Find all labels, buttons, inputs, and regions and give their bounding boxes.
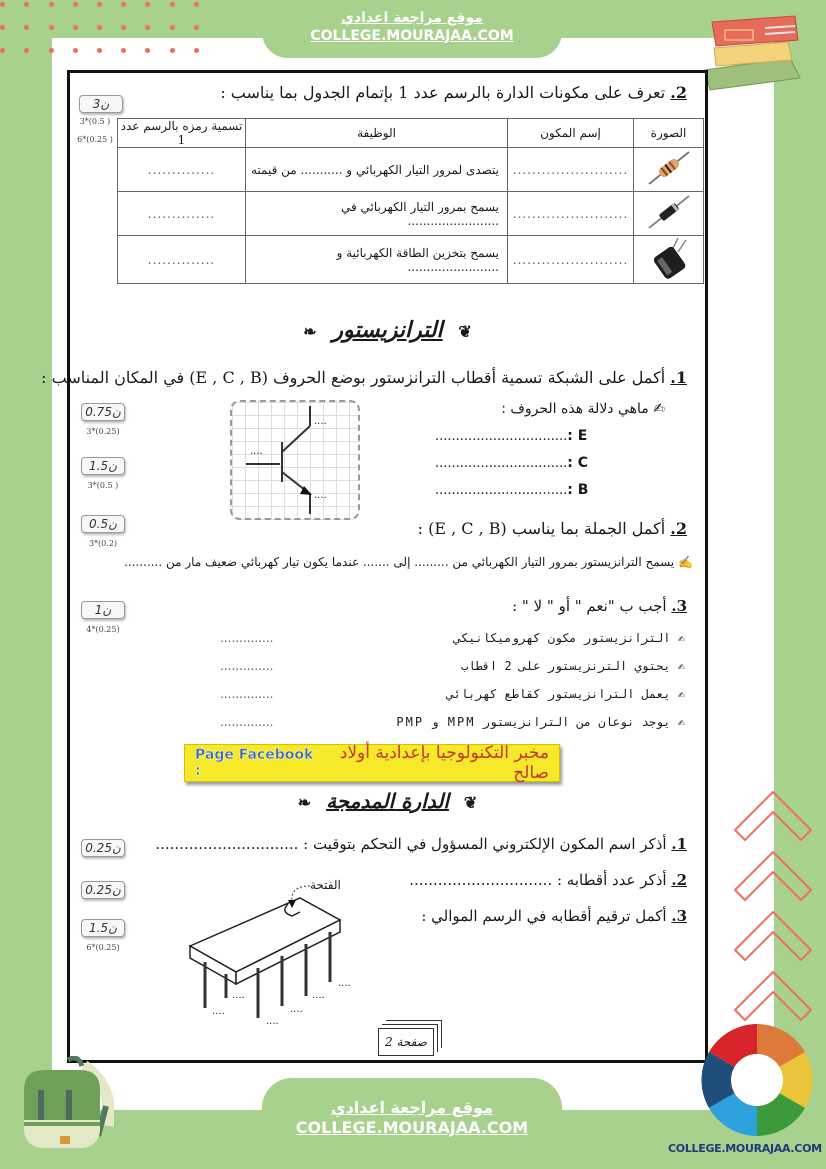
answer-c[interactable] [435, 455, 588, 471]
question-text: أذكر عدد أقطابه : .............................. [409, 871, 667, 889]
diode-image [634, 192, 704, 236]
answer-blank[interactable]: .............. [220, 659, 274, 673]
pin-blank[interactable]: .... [232, 990, 245, 1001]
answer-letter: : C [567, 455, 588, 471]
table-row [118, 236, 704, 284]
points-note: 3*(0.5 ) [87, 481, 119, 490]
question-ic-2 [409, 871, 687, 889]
section-title-transistor [70, 317, 705, 343]
page-number-tag: صفحة 2 [378, 1028, 434, 1056]
question-ic-1 [155, 835, 687, 853]
diagram-blank-base[interactable]: .... [250, 446, 263, 457]
letters-meaning-prompt [501, 401, 665, 417]
facebook-page-banner[interactable] [184, 744, 560, 782]
question-components [220, 83, 687, 102]
site-logo-wheel [695, 1022, 819, 1140]
chevrons-decoration [733, 790, 813, 1040]
question-transistor-3 [512, 597, 687, 615]
books-icon [700, 8, 810, 92]
ornament-icon: ❦ [458, 322, 472, 341]
points-note: 3*(0.2) [88, 539, 118, 548]
points-badge: 0.75ن [81, 403, 125, 421]
points-badge: 0.25ن [81, 839, 125, 857]
answer-letter: : E [567, 428, 588, 444]
decorative-dots [0, 0, 200, 55]
points-note: 3*(0.5 ) [79, 117, 111, 126]
facebook-page-name: مخبر التكنولوجيا بإعدادية أولاد صالح [339, 743, 549, 783]
site-banner-arabic: موقع مراجعة اعدادي [330, 1098, 494, 1117]
ic-chip-diagram [180, 878, 400, 1038]
header-name: إسم المكون [508, 119, 634, 148]
question-transistor-2 [418, 519, 687, 538]
components-table [117, 118, 704, 284]
transistor-diagram [230, 400, 360, 520]
component-name-blank[interactable]: ........................ [508, 148, 634, 192]
header-symbol: تسمية رمزه بالرسم عدد 1 [118, 119, 246, 148]
statement [461, 659, 685, 673]
question-number: 3. [671, 597, 687, 615]
question-ic-3 [421, 907, 687, 925]
backpack-icon [14, 1056, 114, 1152]
answer-blank[interactable]: .............. [220, 715, 274, 729]
yes-no-item [70, 715, 705, 735]
answer-dots: ................................ [435, 483, 568, 498]
pin-blank[interactable]: .... [212, 1006, 225, 1017]
header-image: الصورة [634, 119, 704, 148]
site-banner-arabic: موقع مراجعة اعدادي [341, 10, 483, 26]
pen-icon: ✍ [670, 687, 685, 701]
question-number: 1. [671, 835, 687, 853]
statement-text: يوجد نوعان من الترانزيستور MPM و PMP [396, 715, 671, 729]
site-banner-bottom[interactable] [262, 1078, 562, 1169]
question-number: 2. [670, 519, 687, 538]
fill-sentence[interactable] [124, 555, 693, 569]
points-badge: 1.5ن [81, 919, 125, 937]
yes-no-item [70, 687, 705, 707]
points-note: 6*(0.25) [86, 943, 120, 952]
component-name-blank[interactable]: ........................ [508, 236, 634, 284]
question-transistor-1 [41, 368, 687, 387]
header-function: الوظيفة [246, 119, 508, 148]
pin-blank[interactable]: .... [312, 990, 325, 1001]
points-badge: 0.25ن [81, 881, 125, 899]
statement-text: يحتوي الترنزيستور على 2 اقطاب [461, 659, 671, 673]
footer-logo-text[interactable]: COLLEGE.MOURAJAA.COM [668, 1142, 822, 1155]
component-symbol-blank[interactable]: .............. [118, 192, 246, 236]
yes-no-item [70, 631, 705, 651]
question-text: أكمل على الشبكة تسمية أقطاب الترانزستور بوضع الحروف (E , C , B) في المكان المناسب : [41, 368, 666, 387]
pin-blank[interactable]: .... [290, 1004, 303, 1015]
section-title-text: الترانزيستور [332, 317, 443, 343]
section-title-ic [70, 789, 705, 813]
question-text: أكمل ترقيم أقطابه في الرسم الموالي : [421, 907, 667, 925]
ornament-icon: ❦ [463, 793, 478, 812]
pen-icon: ✍ [670, 659, 685, 673]
pen-icon: ✍ [670, 715, 685, 729]
notch-label: الفتحة [310, 878, 341, 892]
question-text: تعرف على مكونات الدارة بالرسم عدد 1 بإتمام الجدول بما يناسب : [220, 83, 666, 102]
answer-dots: ................................ [435, 456, 568, 471]
answer-b[interactable] [435, 482, 588, 498]
section-title-text: الدارة المدمجة [326, 789, 449, 813]
question-text: أكمل الجملة بما يناسب (E , C , B) : [417, 519, 666, 538]
pen-icon: ✍ [670, 631, 685, 645]
question-number: 3. [671, 907, 687, 925]
question-text: أذكر اسم المكون الإلكتروني المسؤول في التحكم بتوقيت : .............................. [155, 835, 667, 853]
answer-blank[interactable]: .............. [220, 631, 274, 645]
pin-blank[interactable]: .... [266, 1016, 279, 1027]
points-badge: 0.5ن [81, 515, 125, 533]
pen-icon: ✍ [653, 401, 665, 417]
sentence-text: يسمح الترانزيستور بمرور التيار الكهربائي من ......... إلى ....... عندما يكون تيار كهربائي ضعيف مار من .......... [124, 555, 675, 569]
answer-dots: ................................ [435, 429, 568, 444]
statement [447, 687, 685, 701]
exam-page [41, 70, 708, 1063]
answer-e[interactable] [435, 428, 587, 444]
component-function: يسمح بمرور التيار الكهربائي في ........................ [246, 192, 508, 236]
points-note: 4*(0.25) [86, 625, 120, 634]
points-note: 3*(0.25) [86, 427, 120, 436]
points-badge: 1ن [81, 601, 125, 619]
site-banner-top[interactable] [262, 0, 562, 58]
site-banner-url[interactable]: COLLEGE.MOURAJAA.COM [310, 27, 514, 44]
facebook-label: Page Facebook : [195, 747, 314, 779]
component-function: يسمح بتخزين الطاقة الكهربائية و ........................ [246, 236, 508, 284]
question-number: 1. [670, 368, 687, 387]
ornament-icon: ❧ [297, 793, 312, 812]
component-symbol-blank[interactable]: .............. [118, 236, 246, 284]
frame-left [0, 0, 52, 1169]
table-row [118, 148, 704, 192]
points-badge: 3ن [79, 95, 123, 113]
component-symbol-blank[interactable]: .............. [118, 148, 246, 192]
site-banner-url[interactable]: COLLEGE.MOURAJAA.COM [295, 1118, 529, 1137]
points-badge: 1.5ن [81, 457, 125, 475]
points-note: 6*(0.25 ) [77, 135, 113, 144]
capacitor-image [634, 236, 704, 284]
component-name-blank[interactable]: ........................ [508, 192, 634, 236]
table-row [118, 192, 704, 236]
statement [454, 631, 685, 645]
statement [396, 715, 685, 729]
question-number: 2. [671, 871, 687, 889]
diagram-blank-collector[interactable]: .... [314, 416, 327, 427]
pin-blank[interactable]: .... [338, 978, 351, 989]
yes-no-item [70, 659, 705, 679]
question-number: 2. [670, 83, 687, 102]
pen-icon: ✍ [678, 555, 693, 569]
answer-letter: : B [567, 482, 589, 498]
answer-blank[interactable]: .............. [220, 687, 274, 701]
component-function: يتصدى لمرور التيار الكهربائي و ........... من قيمته [246, 148, 508, 192]
prompt-text: ماهي دلالة هذه الحروف : [501, 401, 649, 417]
resistor-image [634, 148, 704, 192]
ornament-icon: ❧ [303, 322, 317, 341]
statement-text: يعمل الترانزيستور كقاطع كهربائي [446, 687, 671, 701]
question-text: أجب ب "نعم " أو " لا " : [512, 597, 667, 615]
diagram-blank-emitter[interactable]: .... [314, 490, 327, 501]
statement-text: الترانزيستور مكون كهروميكانيكي [453, 631, 671, 645]
